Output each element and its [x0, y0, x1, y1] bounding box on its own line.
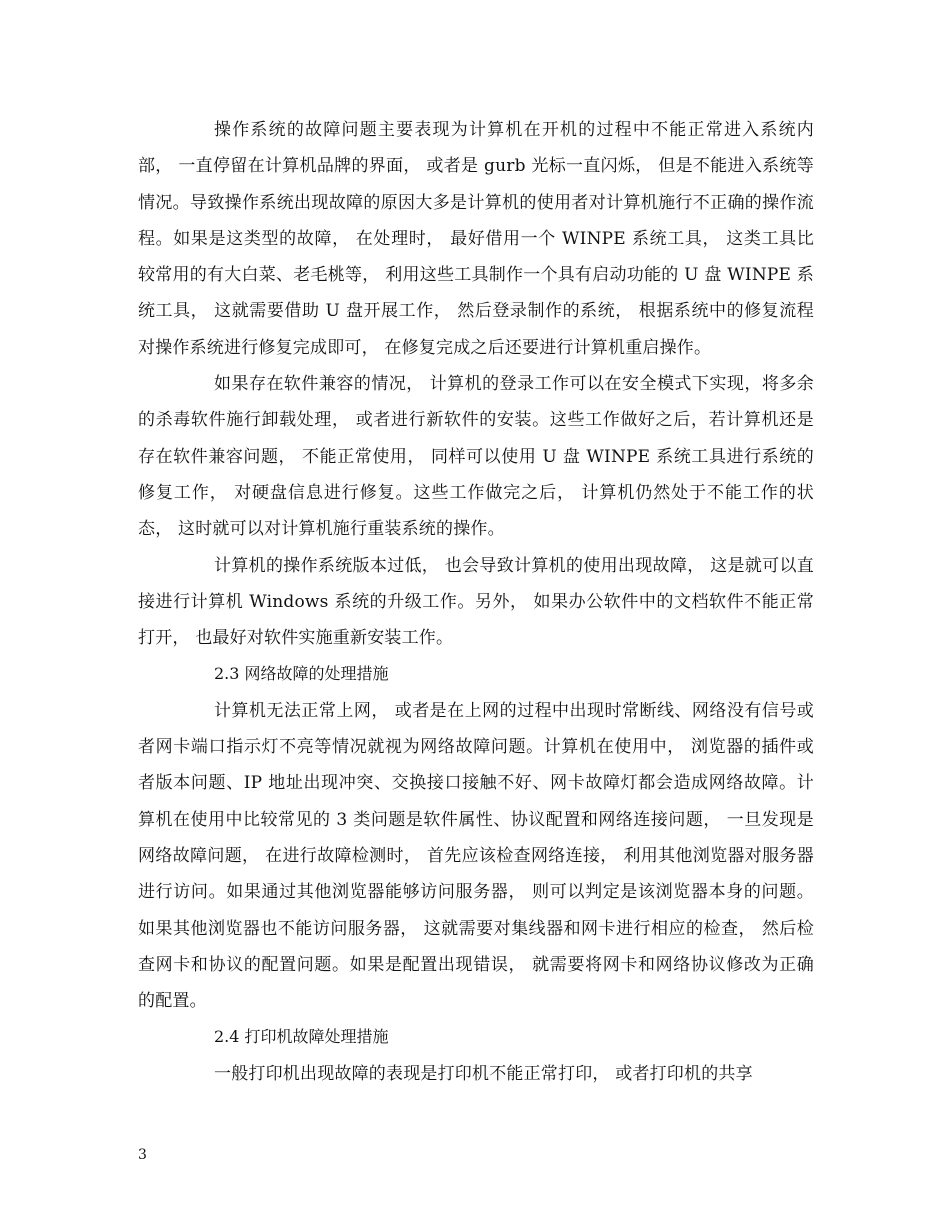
section-heading-network: 2.3 网络故障的处理措施	[214, 664, 389, 684]
paragraph-printer-fault: 一般打印机出现故障的表现是打印机不能正常打印， 或者打印机的共享	[214, 1063, 753, 1084]
paragraph-os-version: 计算机的操作系统版本过低， 也会导致计算机的使用出现故障， 这是就可以直接进行计算机 Windows 系统的升级工作。另外， 如果办公软件中的文档软件不能正常打开， 也最好对软件实施重新安装工作。	[138, 555, 814, 649]
paragraph-os-fault: 操作系统的故障问题主要表现为计算机在开机的过程中不能正常进入系统内部， 一直停留在计算机品牌的界面， 或者是 gurb 光标一直闪烁， 但是不能进入系统等情况。导致操作系统出现故障的原因大多是计算机的使用者对计算机施行不正确的操作流程。如果是这类型的故障， 在处理时， 最好借用一个 WINPE 系统工具， 这类工具比较常用的有大白菜、老毛桃等， 利用这些工具制作一个具有启动功能的 U 盘 WINPE 系统工具， 这就需要借助 U 盘开展工作， 然后登录制作的系统， 根据系统中的修复流程对操作系统进行修复完成即可， 在修复完成之后还要进行计算机重启操作。	[138, 120, 814, 358]
section-heading-printer: 2.4 打印机故障处理措施	[214, 1027, 389, 1047]
document-body	[138, 112, 814, 1092]
paragraph-network-fault: 计算机无法正常上网， 或者是在上网的过程中出现时常断线、网络没有信号或者网卡端口指示灯不亮等情况就视为网络故障问题。计算机在使用中， 浏览器的插件或者版本问题、IP 地址出现冲突、交换接口接触不好、网卡故障灯都会造成网络故障。计算机在使用中比较常见的 3 类问题是软件属性、协议配置和网络连接问题， 一旦发现是网络故障问题， 在进行故障检测时， 首先应该检查网络连接， 利用其他浏览器对服务器进行访问。如果通过其他浏览器能够访问服务器， 则可以判定是该浏览器本身的问题。如果其他浏览器也不能访问服务器， 这就需要对集线器和网卡进行相应的检查， 然后检查网卡和协议的配置问题。如果是配置出现错误， 就需要将网卡和网络协议修改为正确的配置。	[138, 700, 814, 1012]
page-number: 3	[138, 1147, 147, 1163]
paragraph-software-compat: 如果存在软件兼容的情况， 计算机的登录工作可以在安全模式下实现，将多余的杀毒软件施行卸载处理， 或者进行新软件的安装。这些工作做好之后，若计算机还是存在软件兼容问题， 不能正常使用， 同样可以使用 U 盘 WINPE 系统工具进行系统的修复工作， 对硬盘信息进行修复。这些工作做完之后， 计算机仍然处于不能工作的状态， 这时就可以对计算机施行重装系统的操作。	[138, 374, 814, 540]
